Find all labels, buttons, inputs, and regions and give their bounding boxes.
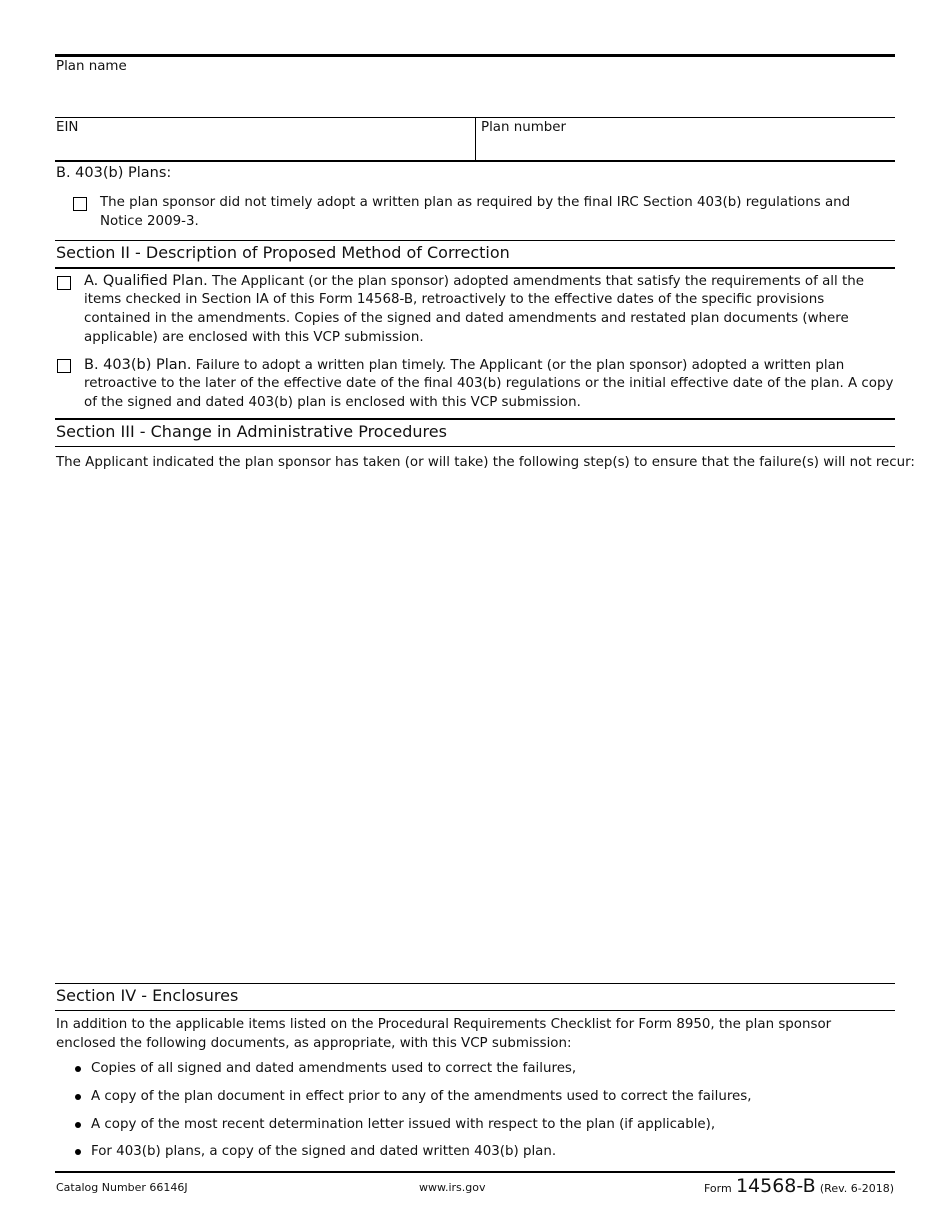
bullet-item: For 403(b) plans, a copy of the signed and dated written 403(b) plan. <box>91 1144 557 1159</box>
option-a-line2: items checked in Section IA of this Form 14568-B, retroactively to the effective dates of the specific provisions <box>84 292 825 307</box>
section-iii-response-area[interactable] <box>55 476 895 976</box>
section-iii-heading: Section III - Change in Administrative Procedures <box>56 422 447 441</box>
option-a-title: A. Qualified Plan. <box>84 273 208 289</box>
bullet-dot <box>75 1094 81 1100</box>
option-b-line3: of the signed and dated 403(b) plan is enclosed with this VCP submission. <box>84 395 581 410</box>
top-rule <box>55 54 895 57</box>
section-ii-heading: Section II - Description of Proposed Method of Correction <box>56 243 510 262</box>
section-iii-bottom-rule <box>55 446 895 447</box>
option-a-line3: contained in the amendments. Copies of the signed and dated amendments and restated plan documents (where <box>84 311 849 326</box>
bullet-dot <box>75 1122 81 1128</box>
option-a-line1-text: The Applicant (or the plan sponsor) adopted amendments that satisfy the requirements of all the <box>207 274 864 289</box>
plan-number-label: Plan number <box>481 120 567 135</box>
bullet-item: A copy of the plan document in effect prior to any of the amendments used to correct the failures, <box>91 1089 752 1104</box>
bullet-dot <box>75 1066 81 1072</box>
bullet-dot <box>75 1149 81 1155</box>
option-b-line2: retroactive to the later of the effective date of the final 403(b) regulations or the initial effective date of the plan. A copy <box>84 376 894 391</box>
bullet-item: Copies of all signed and dated amendments used to correct the failures, <box>91 1061 577 1076</box>
section-iii-intro: The Applicant indicated the plan sponsor has taken (or will take) the following step(s) to ensure that the failure(s) will not recur: <box>56 455 915 470</box>
option-a-line1 <box>84 272 864 292</box>
section-iii-top-rule <box>55 418 895 420</box>
ein-divider <box>475 117 476 161</box>
section-b-checkbox[interactable] <box>73 197 87 211</box>
section-iv-heading: Section IV - Enclosures <box>56 986 239 1005</box>
section-ii-bottom-rule <box>55 267 895 269</box>
option-b-checkbox[interactable] <box>57 359 71 373</box>
section-iv-intro-line1: In addition to the applicable items listed on the Procedural Requirements Checklist for Form 8950, the plan sponsor <box>56 1017 832 1032</box>
plan-name-label: Plan name <box>56 59 127 74</box>
ein-bottom-rule <box>55 160 895 162</box>
option-b-line1 <box>84 356 844 376</box>
plan-number-field[interactable] <box>478 138 892 160</box>
plan-name-field[interactable] <box>55 78 895 116</box>
option-b-title: B. 403(b) Plan. <box>84 357 192 373</box>
irs-website: www.irs.gov <box>419 1181 486 1194</box>
section-ii-top-rule <box>55 240 895 241</box>
footer-rule <box>55 1171 895 1173</box>
option-a-line4: applicable) are enclosed with this VCP submission. <box>84 330 424 345</box>
bullet-item: A copy of the most recent determination letter issued with respect to the plan (if applicable), <box>91 1117 716 1132</box>
form-number: 14568-B <box>735 1175 816 1197</box>
option-b-line1-text: Failure to adopt a written plan timely. The Applicant (or the plan sponsor) adopted a written plan <box>191 358 845 373</box>
section-iv-bottom-rule <box>55 1010 895 1011</box>
section-iv-top-rule <box>55 983 895 984</box>
form-revision: (Rev. 6-2018) <box>819 1182 894 1195</box>
option-a-checkbox[interactable] <box>57 276 71 290</box>
ein-field[interactable] <box>55 138 473 160</box>
section-b-text-line1: The plan sponsor did not timely adopt a written plan as required by the final IRC Section 403(b) regulations and <box>100 195 851 210</box>
section-b-text-line2: Notice 2009-3. <box>100 214 199 229</box>
form-identifier <box>704 1175 894 1197</box>
section-b-heading: B. 403(b) Plans: <box>56 165 172 181</box>
catalog-number: Catalog Number 66146J <box>56 1181 188 1194</box>
ein-label: EIN <box>56 120 79 135</box>
section-iv-intro-line2: enclosed the following documents, as appropriate, with this VCP submission: <box>56 1036 572 1051</box>
form-prefix: Form <box>703 1182 732 1195</box>
